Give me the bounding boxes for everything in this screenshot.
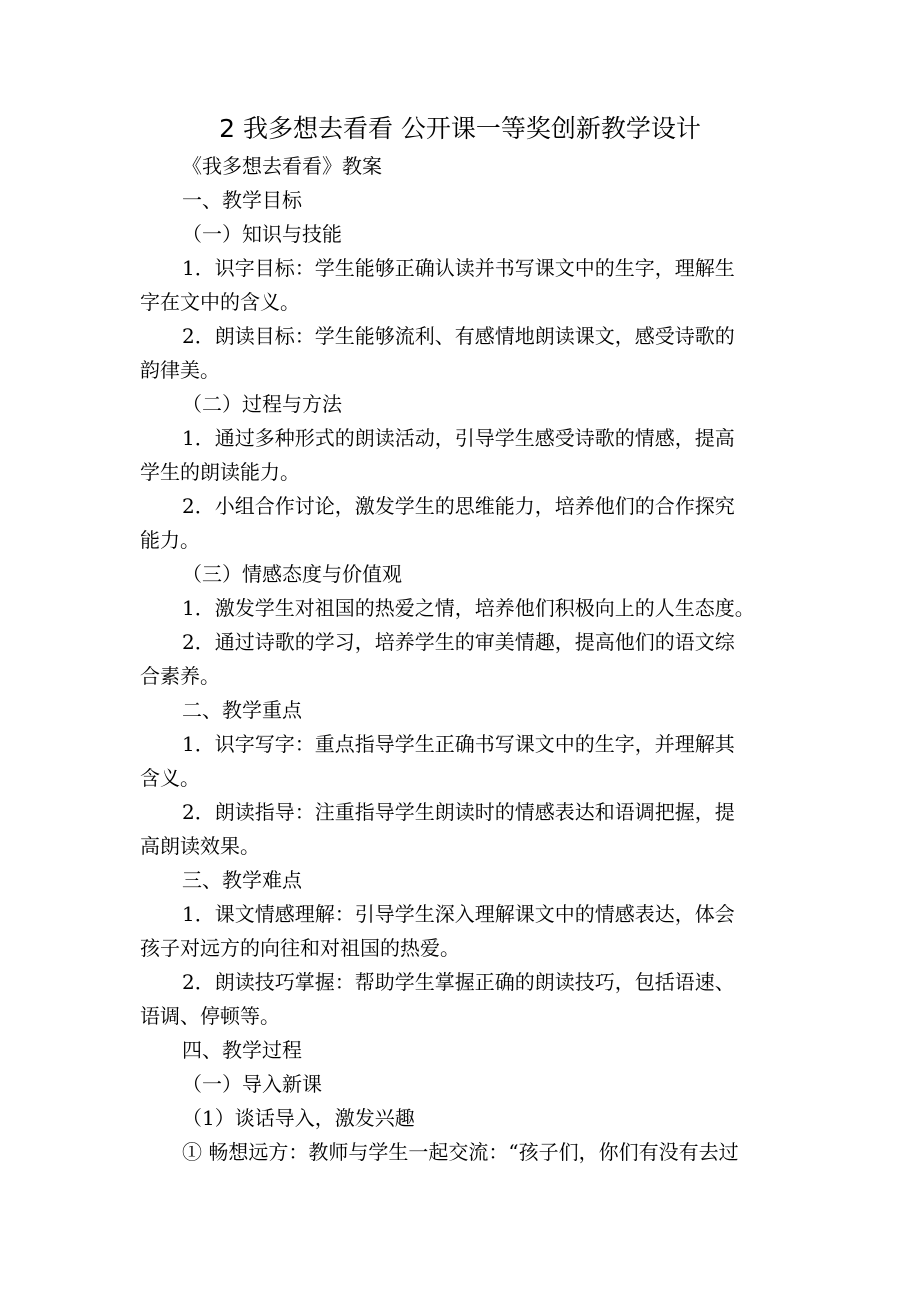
text-line: ① 畅想远方：教师与学生一起交流：“孩子们，你们有没有去过 xyxy=(182,1140,739,1164)
text-line: 2．朗读目标：学生能够流利、有感情地朗读课文，感受诗歌的 xyxy=(182,324,735,348)
text-line: 合素养。 xyxy=(140,664,220,688)
section-heading: 二、教学重点 xyxy=(182,698,302,722)
text-line: 1．识字目标：学生能够正确认读并书写课文中的生字，理解生 xyxy=(182,256,735,280)
document-title: 2 我多想去看看 公开课一等奖创新教学设计 xyxy=(219,114,701,143)
text-line: 《我多想去看看》教案 xyxy=(182,154,382,178)
text-line: 能力。 xyxy=(140,528,200,552)
text-line: 含义。 xyxy=(140,766,200,790)
text-line: 语调、停顿等。 xyxy=(140,1004,280,1028)
text-line: 高朗读效果。 xyxy=(140,834,260,858)
text-line: 2．朗读指导：注重指导学生朗读时的情感表达和语调把握，提 xyxy=(182,800,735,824)
text-line: 1．激发学生对祖国的热爱之情，培养他们积极向上的人生态度。 xyxy=(182,596,755,620)
subsection-heading: （一）知识与技能 xyxy=(182,222,342,246)
subsection-heading: （三）情感态度与价值观 xyxy=(182,562,402,586)
text-line: 1．识字写字：重点指导学生正确书写课文中的生字，并理解其 xyxy=(182,732,735,756)
subsection-heading: （一）导入新课 xyxy=(182,1072,322,1096)
text-line: 2．小组合作讨论，激发学生的思维能力，培养他们的合作探究 xyxy=(182,494,735,518)
section-heading: 四、教学过程 xyxy=(182,1038,302,1062)
text-line: 学生的朗读能力。 xyxy=(140,460,300,484)
text-line: 韵律美。 xyxy=(140,358,220,382)
section-heading: 一、教学目标 xyxy=(182,188,302,212)
text-line: 2．通过诗歌的学习，培养学生的审美情趣，提高他们的语文综 xyxy=(182,630,735,654)
text-line: 孩子对远方的向往和对祖国的热爱。 xyxy=(140,936,460,960)
document-body xyxy=(140,149,784,1169)
text-line: 1．课文情感理解：引导学生深入理解课文中的情感表达，体会 xyxy=(182,902,735,926)
subsection-heading: （二）过程与方法 xyxy=(182,392,342,416)
section-heading: 三、教学难点 xyxy=(182,868,302,892)
text-line: 字在文中的含义。 xyxy=(140,290,300,314)
text-line: 2．朗读技巧掌握：帮助学生掌握正确的朗读技巧，包括语速、 xyxy=(182,970,735,994)
text-line: 1．通过多种形式的朗读活动，引导学生感受诗歌的情感，提高 xyxy=(182,426,735,450)
subsection-heading: （1）谈话导入，激发兴趣 xyxy=(182,1106,415,1130)
